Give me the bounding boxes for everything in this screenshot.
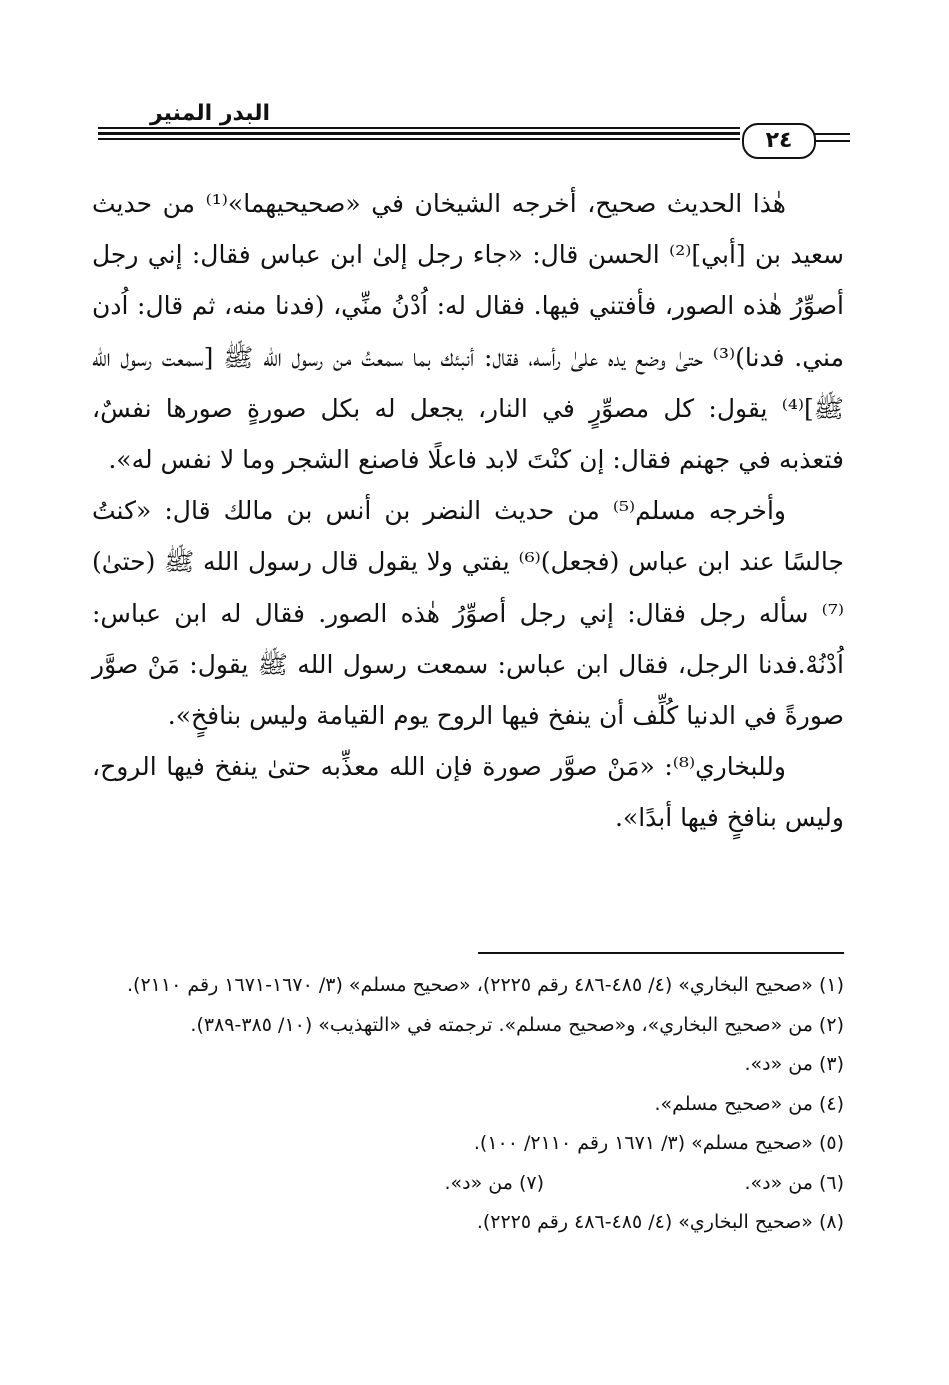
main-text (92, 178, 844, 844)
page-number: ٢٤ (742, 123, 816, 159)
footnote-row (92, 1164, 844, 1204)
footnote-7: (٧) من «د». (444, 1171, 544, 1194)
footnote-2: (٢) من «صحيح البخاري»، و«صحيح مسلم». ترجمته في «التهذيب» (١٠/ ٣٨٥-٣٨٩). (190, 1013, 844, 1036)
footnote-1: (١) «صحيح البخاري» (٤/ ٤٨٥-٤٨٦ رقم ٢٢٢٥)، «صحيح مسلم» (٣/ ١٦٧٠-١٦٧١ رقم ٢١١٠). (127, 974, 844, 996)
footnote-6: (٦) من «د». (744, 1171, 844, 1194)
footnote-separator (478, 952, 844, 954)
paragraph: هٰذا الحديث صحيح، أخرجه الشيخان في «صحيحيهما»⁽¹⁾ من حديث سعيد بن [أبي]⁽²⁾ الحسن قال: «جاء رجل إلىٰ ابن عباس فقال: إني رجل أصوِّرُ هٰذه الصور، فأفتني فيها. فقال له: اُدْنُ منِّي، (فدنا منه، ثم قال: اُدن مني. فدنا)⁽³⁾ حتىٰ وضع يده علىٰ رأسه، فقال: أنبئك بما سمعتُ من رسول الله ﷺ [سمعت رسول الله ﷺ]⁽⁴⁾ يقول: كل مصوِّرٍ في النار، يجعل له بكل صورةٍ صورها نفسٌ، فتعذبه في جهنم فقال: إن كنْتَ لابد فاعلًا فاصنع الشجر وما لا نفس له». (92, 189, 844, 475)
footnote-8: (٨) «صحيح البخاري» (٤/ ٤٨٥-٤٨٦ رقم ٢٢٢٥). (476, 1211, 844, 1233)
paragraph: وللبخاري⁽⁸⁾: «مَنْ صوَّر صورة فإن الله معذِّبه حتىٰ ينفخ فيها الروح، وليس بنافخٍ فيها أبدًا». (92, 752, 844, 833)
header-rule-tail (814, 133, 850, 135)
footnote-5: (٥) «صحيح مسلم» (٣/ ١٦٧١ رقم ٢١١٠/ ١٠٠). (473, 1132, 844, 1154)
header-rule-tail (814, 140, 850, 142)
paragraph: وأخرجه مسلم⁽⁵⁾ من حديث النضر بن أنس بن مالك قال: «كنتُ جالسًا عند ابن عباس (فجعل)⁽⁶⁾ يفتي ولا يقول قال رسول الله ﷺ (حتىٰ)⁽⁷⁾ سأله رجل فقال: إني رجل أصوِّرُ هٰذه الصور. فقال له ابن عباس: اُدْنُهْ.فدنا الرجل، فقال ابن عباس: سمعت رسول الله ﷺ يقول: مَنْ صوَّر صورةً في الدنيا كُلِّف أن ينفخ فيها الروح يوم القيامة وليس بنافخٍ». (92, 496, 844, 731)
header-rule (98, 132, 740, 135)
header-rule (98, 127, 740, 129)
header-rule (98, 138, 740, 140)
footnote-3: (٣) من «د». (744, 1053, 844, 1075)
running-title: البدر المنير (149, 101, 270, 126)
page-header (90, 95, 850, 165)
footnotes (92, 966, 844, 1243)
footnote-4: (٤) من «صحيح مسلم». (654, 1092, 844, 1115)
